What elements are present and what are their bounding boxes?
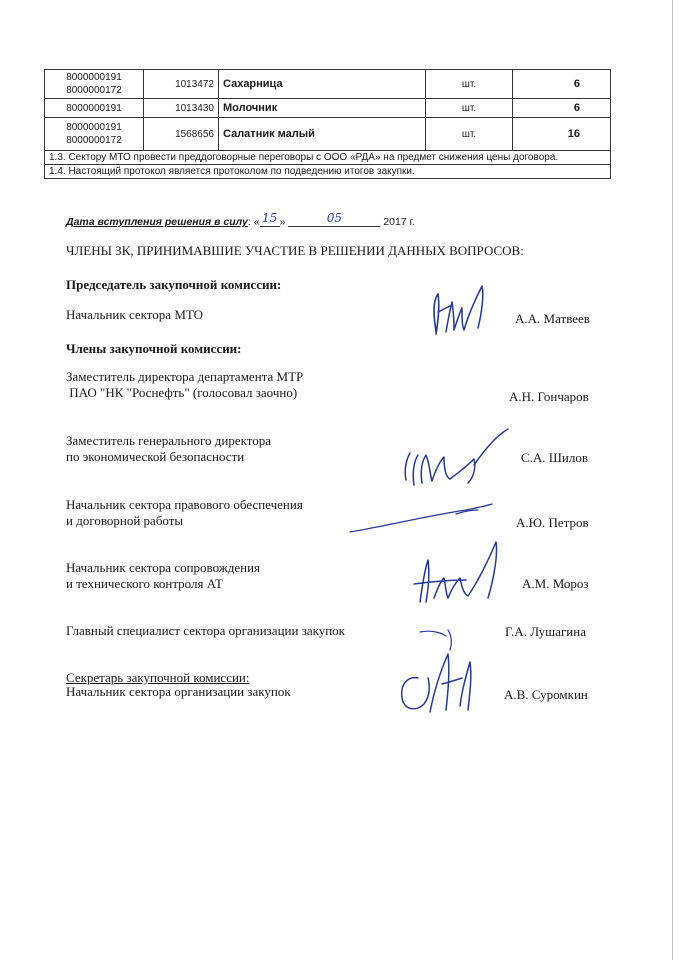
item-quantity: 6	[513, 70, 611, 99]
item-quantity: 6	[513, 99, 611, 118]
secretary-position: Начальник сектора организации закупок	[66, 684, 291, 699]
member-position: Начальник сектора правового обеспечения и договорной работы	[66, 497, 303, 528]
decision-year: 2017 г.	[383, 216, 416, 228]
signature-moroz	[406, 532, 516, 617]
item-unit: шт.	[426, 118, 513, 151]
member-name: С.А. Шилов	[521, 450, 589, 465]
member-position: Начальник сектора сопровождения и технического контроля АТ	[66, 560, 261, 591]
decision-date-line: Дата вступления решения в силу: « 15 » 05 2017 г.	[66, 211, 416, 228]
item-unit: шт.	[426, 70, 513, 99]
material-codes: 8000000191 8000000172	[45, 118, 144, 151]
handwritten-month: 05	[326, 211, 342, 225]
item-name: Сахарница	[219, 70, 426, 99]
day-field	[260, 211, 280, 227]
decision-date-label: Дата вступления решения в силу	[66, 216, 248, 228]
members-heading: ЧЛЕНЫ ЗК, ПРИНИМАВШИЕ УЧАСТИЕ В РЕШЕНИИ ДАННЫХ ВОПРОСОВ:	[66, 243, 524, 258]
secretary-name: А.В. Суромкин	[504, 687, 588, 702]
table-note-row	[45, 165, 611, 179]
secretary-heading: Секретарь закупочной комиссии:	[66, 670, 250, 685]
note-1-4: 1.4. Настоящий протокол является протоколом по подведению итогов закупки.	[45, 165, 611, 179]
items-table	[44, 69, 611, 179]
member-name: А.М. Мороз	[522, 576, 589, 591]
page-edge	[672, 0, 673, 960]
item-quantity: 16	[513, 118, 611, 151]
signature-matveev	[424, 272, 494, 347]
item-number: 1568656	[144, 118, 219, 151]
signature-shilov	[398, 425, 518, 500]
handwritten-day: 15	[261, 211, 278, 225]
signature-suromkin	[390, 626, 500, 726]
item-number: 1013472	[144, 70, 219, 99]
member-name: А.Н. Гончаров	[509, 389, 589, 404]
chairman-name: А.А. Матвеев	[515, 311, 590, 326]
member-name: Г.А. Лушагина	[505, 624, 586, 639]
table-note-row	[45, 151, 611, 165]
month-field	[288, 211, 380, 227]
item-number: 1013430	[144, 99, 219, 118]
material-codes: 8000000191 8000000172	[45, 70, 144, 99]
member-position: Главный специалист сектора организации закупок	[66, 623, 345, 638]
member-position: Заместитель директора департамента МТР ПАО "НК "Роснефть" (голосовал заочно)	[66, 369, 304, 400]
members-subheading: Члены закупочной комиссии:	[66, 341, 242, 356]
table-row	[45, 118, 611, 151]
chairman-heading: Председатель закупочной комиссии:	[66, 277, 282, 292]
note-1-3: 1.3. Сектору МТО провести преддоговорные переговоры с ООО «РДА» на предмет снижения цены договора.	[45, 151, 611, 165]
item-unit: шт.	[426, 99, 513, 118]
member-position: Заместитель генерального директора по экономической безопасности	[66, 433, 272, 464]
table-row	[45, 99, 611, 118]
item-name: Молочник	[219, 99, 426, 118]
chairman-position: Начальник сектора МТО	[66, 307, 204, 322]
table-row	[45, 70, 611, 99]
item-name: Салатник малый	[219, 118, 426, 151]
member-name: А.Ю. Петров	[516, 515, 589, 530]
material-codes: 8000000191	[45, 99, 144, 118]
